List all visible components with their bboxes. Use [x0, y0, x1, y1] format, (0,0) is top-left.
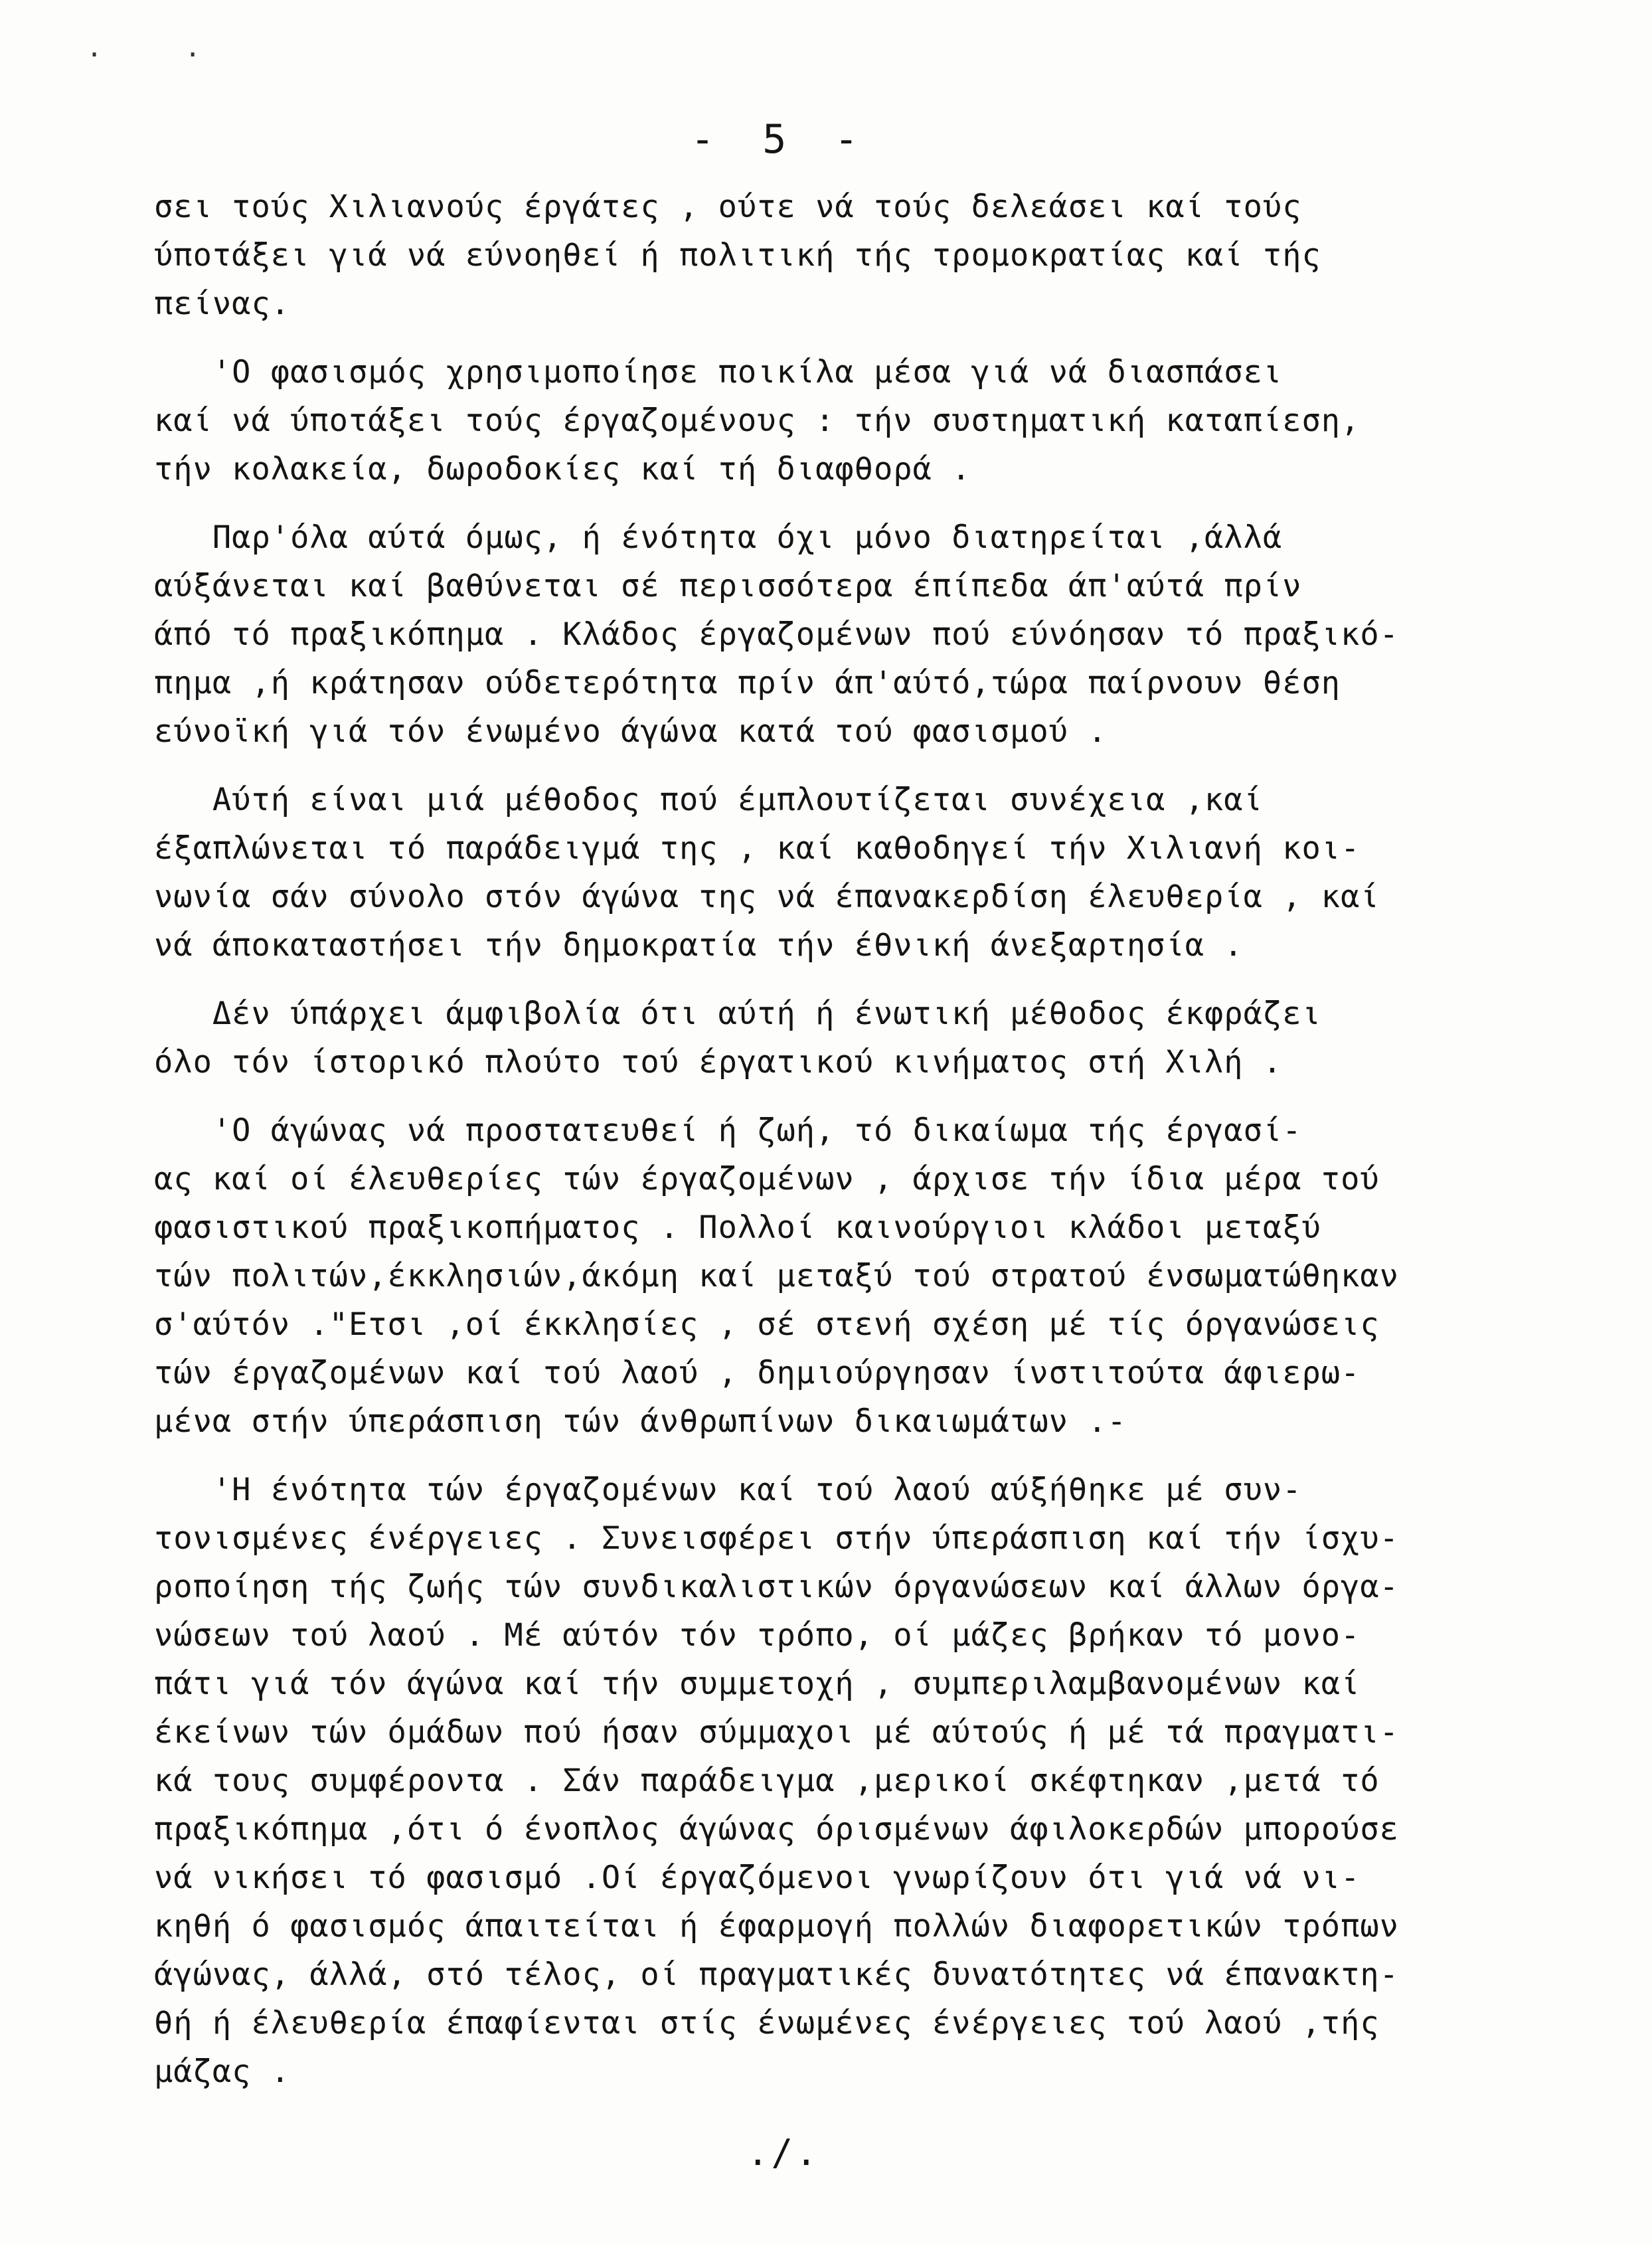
text-line: Παρ'όλα αύτά όμως, ή ένότητα όχι μόνο διατηρείται ,άλλά [154, 519, 1283, 556]
text-line: έκείνων τών όμάδων πού ήσαν σύμμαχοι μέ αύτούς ή μέ τά πραγματι- [154, 1714, 1399, 1751]
text-line: φασιστικού πραξικοπήματος . Πολλοί καινούργιοι κλάδοι μεταξύ [154, 1209, 1321, 1246]
text-line: έξαπλώνεται τό παράδειγμά της , καί καθοδηγεί τήν Χιλιανή κοι- [154, 830, 1361, 867]
text-line: όλο τόν ίστορικό πλούτο τού έργατικού κινήματος στή Χιλή . [154, 1044, 1283, 1080]
page-number: - 5 - [691, 116, 870, 163]
text-line: πημα ,ή κράτησαν ούδετερότητα πρίν άπ'αύτό,τώρα παίρνουν θέση [154, 665, 1341, 701]
text-line: νά νικήσει τό φασισμό .Οί έργαζόμενοι γνωρίζουν ότι γιά νά νι- [154, 1859, 1361, 1896]
text-line: ας καί οί έλευθερίες τών έργαζομένων , άρχισε τήν ίδια μέρα τού [154, 1161, 1380, 1197]
text-line: εύνοϊκή γιά τόν ένωμένο άγώνα κατά τού φασισμού . [154, 713, 1108, 750]
scan-specks: · · [86, 40, 234, 70]
text-line: άγώνας, άλλά, στό τέλος, οί πραγματικές δυνατότητες νά έπανακτη- [154, 1956, 1399, 1993]
text-line: 'Ο φασισμός χρησιμοποίησε ποικίλα μέσα γιά νά διασπάσει [154, 354, 1283, 390]
text-line: καί νά ύποτάξει τούς έργαζομένους : τήν συστηματική καταπίεση, [154, 402, 1361, 439]
paragraph-7 [154, 1466, 1495, 2096]
text-line: νώσεων τού λαού . Μέ αύτόν τόν τρόπο, οί μάζες βρήκαν τό μονο- [154, 1617, 1361, 1654]
text-line: σ'αύτόν ."Ετσι ,οί έκκλησίες , σέ στενή σχέση μέ τίς όργανώσεις [154, 1306, 1380, 1343]
body-text [154, 183, 1495, 2096]
paragraph-4 [154, 776, 1495, 970]
text-line: 'Η ένότητα τών έργαζομένων καί τού λαού αύξήθηκε μέ συν- [154, 1472, 1302, 1508]
text-line: νά άποκαταστήσει τήν δημοκρατία τήν έθνική άνεξαρτησία . [154, 927, 1244, 964]
text-line: νωνία σάν σύνολο στόν άγώνα της νά έπανακερδίση έλευθερία , καί [154, 879, 1380, 915]
text-line: τών έργαζομένων καί τού λαού , δημιούργησαν ίνστιτούτα άφιερω- [154, 1355, 1361, 1391]
text-line: άπό τό πραξικόπημα . Κλάδος έργαζομένων πού εύνόησαν τό πραξικό- [154, 616, 1399, 653]
text-line: πάτι γιά τόν άγώνα καί τήν συμμετοχή , συμπεριλαμβανομένων καί [154, 1666, 1361, 1702]
text-line: Δέν ύπάρχει άμφιβολία ότι αύτή ή ένωτική μέθοδος έκφράζει [154, 995, 1321, 1032]
text-line: πραξικόπημα ,ότι ό ένοπλος άγώνας όρισμένων άφιλοκερδών μπορούσε [154, 1811, 1399, 1848]
paragraph-6 [154, 1106, 1495, 1446]
text-line: μάζας . [154, 2053, 291, 2090]
text-line: κά τους συμφέροντα . Σάν παράδειγμα ,μερικοί σκέφτηκαν ,μετά τό [154, 1763, 1380, 1799]
text-line: μένα στήν ύπεράσπιση τών άνθρωπίνων δικαιωμάτων .- [154, 1403, 1127, 1440]
text-line: 'Ο άγώνας νά προστατευθεί ή ζωή, τό δικαίωμα τής έργασί- [154, 1112, 1302, 1149]
paragraph-5 [154, 990, 1495, 1086]
text-line: θή ή έλευθερία έπαφίενται στίς ένωμένες ένέργειες τού λαού ,τής [154, 2005, 1380, 2041]
text-line: Αύτή είναι μιά μέθοδος πού έμπλουτίζεται συνέχεια ,καί [154, 782, 1263, 818]
paragraph-1 [154, 183, 1495, 328]
text-line: αύξάνεται καί βαθύνεται σέ περισσότερα έπίπεδα άπ'αύτά πρίν [154, 568, 1302, 604]
text-line: ύποτάξει γιά νά εύνοηθεί ή πολιτική τής τρομοκρατίας καί τής [154, 237, 1321, 274]
text-line: πείνας. [154, 286, 291, 322]
paragraph-3 [154, 513, 1495, 756]
text-line: σει τούς Χιλιανούς έργάτες , ούτε νά τούς δελεάσει καί τούς [154, 189, 1302, 225]
text-line: τήν κολακεία, δωροδοκίες καί τή διαφθορά . [154, 451, 971, 487]
end-mark: ./. [747, 2132, 820, 2174]
text-line: κηθή ό φασισμός άπαιτείται ή έφαρμογή πολλών διαφορετικών τρόπων [154, 1908, 1399, 1944]
text-line: ροποίηση τής ζωής τών συνδικαλιστικών όργανώσεων καί άλλων όργα- [154, 1569, 1399, 1605]
paragraph-2 [154, 348, 1495, 493]
text-line: τονισμένες ένέργειες . Συνεισφέρει στήν ύπεράσπιση καί τήν ίσχυ- [154, 1520, 1399, 1557]
text-line: τών πολιτών,έκκλησιών,άκόμη καί μεταξύ τού στρατού ένσωματώθηκαν [154, 1258, 1399, 1294]
